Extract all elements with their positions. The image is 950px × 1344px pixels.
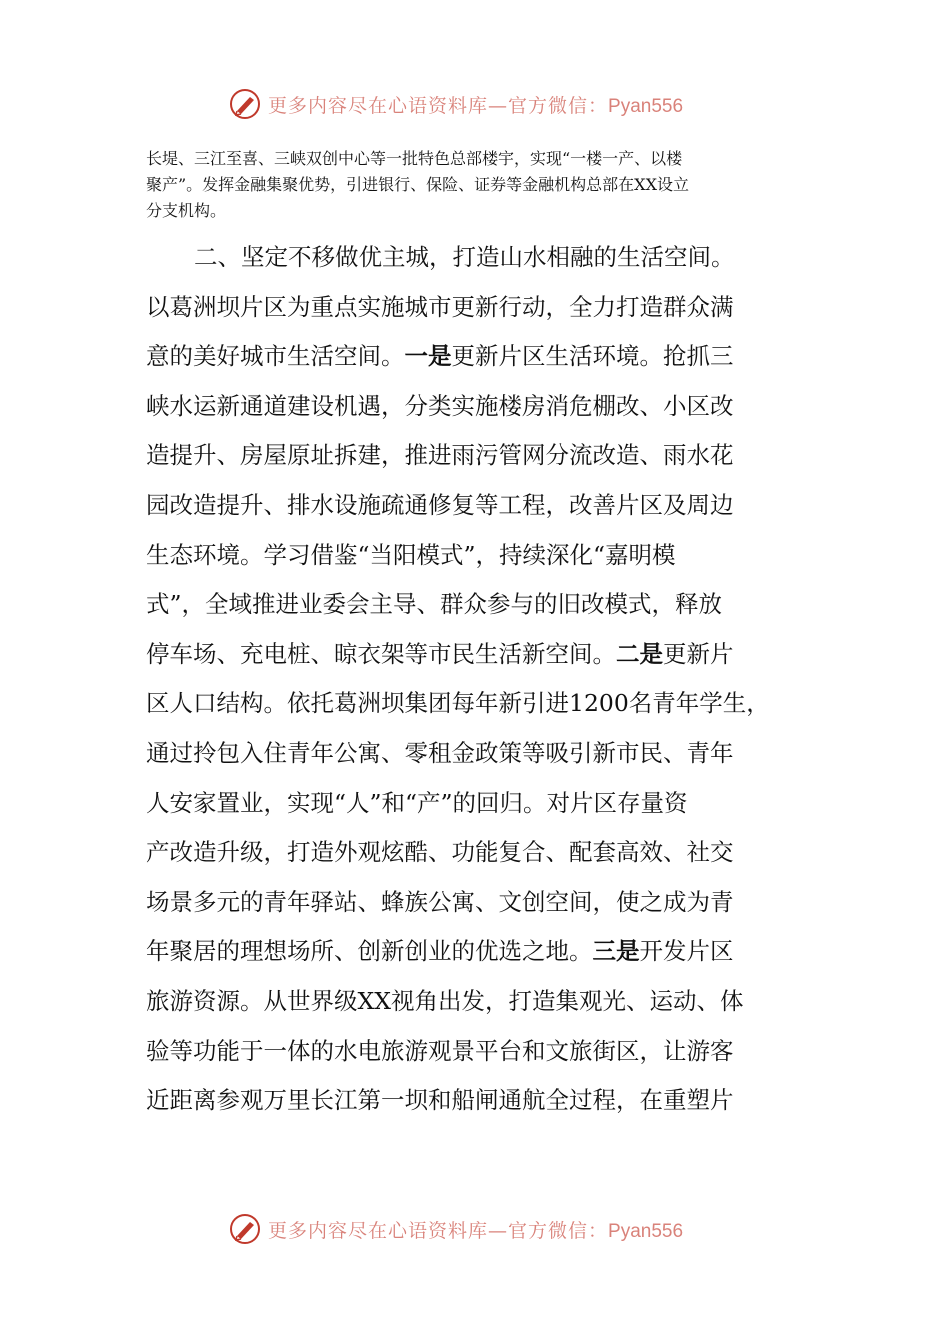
body-line: 通过拎包入住青年公寓、零租金政策等吸引新市民、青年	[146, 738, 734, 767]
body-line: 区人口结构。依托葛洲坝集团每年新引进1200名青年学生，	[146, 689, 770, 718]
body-line: 旅游资源。从世界级XX视角出发，打造集观光、运动、体	[146, 986, 744, 1015]
body-line: 人安家置业，实现“人”和“产”的回归。对片区存量资	[146, 788, 688, 817]
body-line: 验等功能于一体的水电旅游观景平台和文旅街区，让游客	[146, 1036, 734, 1065]
body-line: 停车场、充电桩、晾衣架等市民生活新空间。二是更新片	[146, 639, 734, 668]
body-line: 产改造升级，打造外观炫酷、功能复合、配套高效、社交	[146, 838, 734, 867]
body-line: 近距离参观万里长江第一坝和船闸通航全过程，在重塑片	[146, 1086, 734, 1115]
footer-banner[interactable]	[228, 1211, 683, 1247]
body-line: 年聚居的理想场所、创新创业的优选之地。三是开发片区	[146, 937, 734, 966]
body-line: 式”，全域推进业委会主导、群众参与的旧改模式，释放	[146, 590, 723, 619]
continuation-line-3: 分支机构。	[146, 201, 227, 220]
section-heading: 二、坚定不移做优主城，打造山水相融的生活空间。	[194, 243, 735, 271]
pen-logo-icon	[228, 87, 262, 121]
continuation-paragraph	[146, 146, 806, 224]
item-marker-one: 一是	[404, 342, 452, 371]
item-marker-three: 三是	[592, 937, 640, 966]
section-two-body	[146, 233, 816, 1126]
pen-logo-icon	[228, 1212, 262, 1246]
header-banner[interactable]	[228, 86, 683, 122]
continuation-line-2: 聚产”。发挥金融集聚优势，引进银行、保险、证券等金融机构总部在XX设立	[146, 175, 689, 194]
body-line: 以葛洲坝片区为重点实施城市更新行动，全力打造群众满	[146, 292, 734, 321]
footer-banner-text: 更多内容尽在心语资料库—官方微信：Pyan556	[268, 1219, 684, 1242]
body-line: 场景多元的青年驿站、蜂族公寓、文创空间，使之成为青	[146, 887, 734, 916]
continuation-line-1: 长堤、三江至喜、三峡双创中心等一批特色总部楼宇，实现“一楼一产、以楼	[146, 149, 683, 168]
body-line: 造提升、房屋原址拆建，推进雨污管网分流改造、雨水花	[146, 441, 734, 470]
item-marker-two: 二是	[616, 639, 663, 668]
body-line: 意的美好城市生活空间。一是更新片区生活环境。抢抓三	[146, 342, 734, 371]
body-line: 峡水运新通道建设机遇，分类实施楼房消危棚改、小区改	[146, 391, 734, 420]
footer-wechat-id: Pyan556	[608, 1220, 684, 1242]
header-banner-text: 更多内容尽在心语资料库—官方微信：Pyan556	[268, 94, 684, 117]
body-line: 园改造提升、排水设施疏通修复等工程，改善片区及周边	[146, 490, 734, 519]
body-line: 生态环境。学习借鉴“当阳模式”，持续深化“嘉明模	[146, 540, 676, 569]
header-wechat-id: Pyan556	[608, 95, 684, 117]
